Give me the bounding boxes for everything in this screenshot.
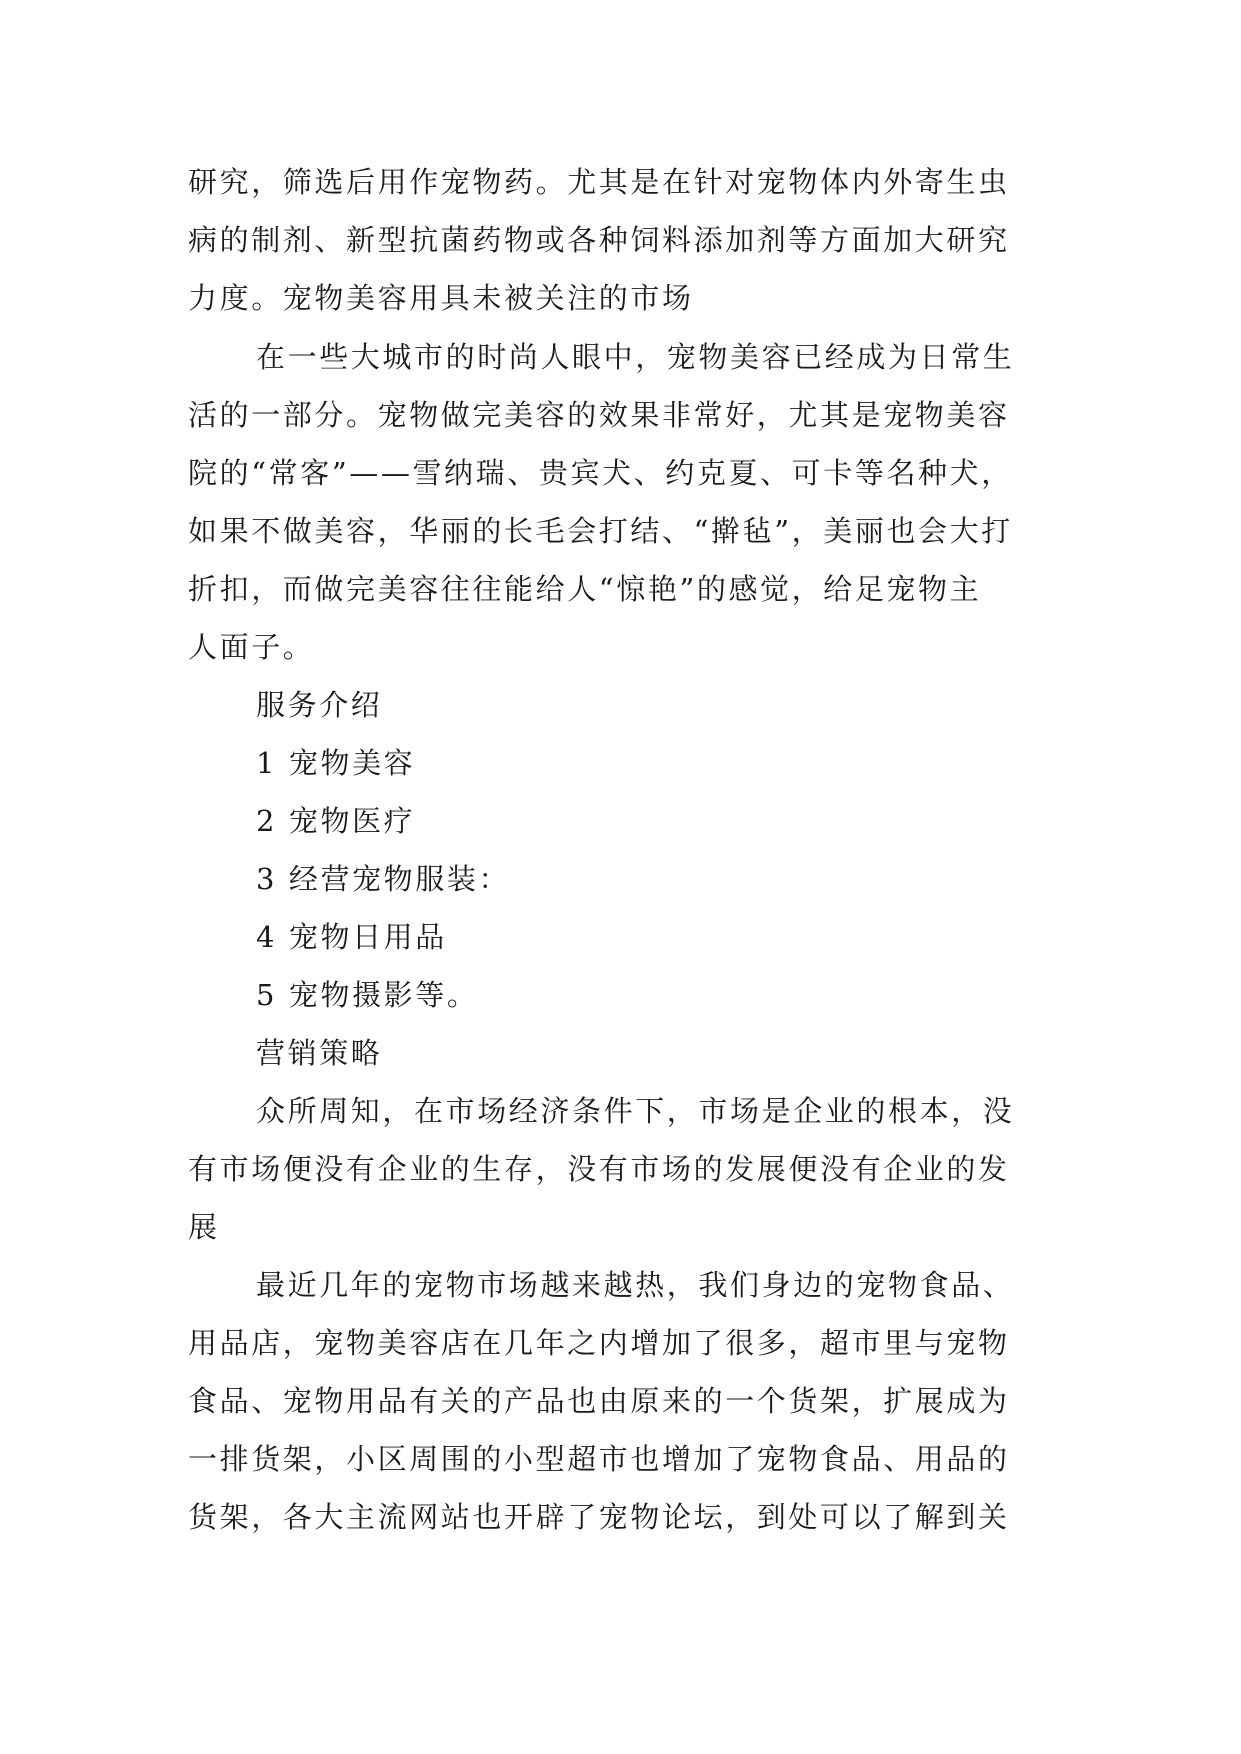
text-line: 用品店，宠物美容店在几年之内增加了很多，超市里与宠物 — [188, 1326, 1010, 1360]
text-line: 有市场便没有企业的生存，没有市场的发展便没有企业的发 — [188, 1152, 1010, 1186]
text-line: 一排货架，小区周围的小型超市也增加了宠物食品、用品的 — [188, 1442, 1010, 1476]
section-heading: 营销策略 — [256, 1036, 383, 1070]
list-item: 5 宠物摄影等。 — [256, 978, 479, 1012]
text-line: 展 — [188, 1210, 220, 1244]
text-line: 食品、宠物用品有关的产品也由原来的一个货架，扩展成为 — [188, 1384, 1010, 1418]
text-line: 力度。宠物美容用具未被关注的市场 — [188, 281, 694, 315]
text-line: 折扣，而做完美容往往能给人“惊艳”的感觉，给足宠物主 — [188, 572, 982, 606]
text-line: 众所周知，在市场经济条件下，市场是企业的根本，没 — [256, 1094, 1015, 1128]
text-line: 研究，筛选后用作宠物药。尤其是在针对宠物体内外寄生虫 — [188, 165, 1010, 199]
text-line: 病的制剂、新型抗菌药物或各种饲料添加剂等方面加大研究 — [188, 223, 1010, 257]
section-heading: 服务介绍 — [256, 688, 383, 722]
text-line: 如果不做美容，华丽的长毛会打结、“擀毡”，美丽也会大打 — [188, 514, 1013, 548]
text-line: 活的一部分。宠物做完美容的效果非常好，尤其是宠物美容 — [188, 398, 1010, 432]
list-item: 4 宠物日用品 — [256, 920, 447, 954]
list-item: 1 宠物美容 — [256, 746, 416, 780]
text-line: 在一些大城市的时尚人眼中，宠物美容已经成为日常生 — [256, 340, 1015, 374]
text-line: 最近几年的宠物市场越来越热，我们身边的宠物食品、 — [256, 1268, 1015, 1302]
text-line: 院的“常客”——雪纳瑞、贵宾犬、约克夏、可卡等名种犬， — [188, 456, 1013, 490]
list-item: 3 经营宠物服装： — [256, 862, 511, 896]
text-line: 人面子。 — [188, 630, 315, 664]
list-item: 2 宠物医疗 — [256, 804, 416, 838]
text-line: 货架，各大主流网站也开辟了宠物论坛，到处可以了解到关 — [188, 1500, 1010, 1534]
